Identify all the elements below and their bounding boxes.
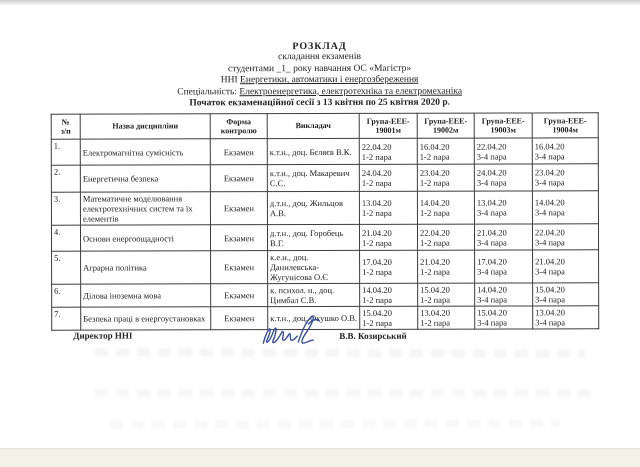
heading-line-students: студентами _1_ року навчання ОС «Магістр»: [227, 63, 412, 75]
schedule-table: [51, 112, 600, 330]
cell-num: 1.: [51, 139, 80, 165]
exam-date: 21.04.20: [535, 256, 565, 267]
cell-form: Екзамен: [210, 139, 267, 165]
table-row: [51, 191, 598, 225]
exam-date: 16.04.20: [419, 141, 450, 152]
exam-date: 22.04.20: [476, 141, 507, 152]
cell-discipline: Математичне моделювання електротехнічних систем та їх елементів: [80, 192, 210, 225]
cell-group-exam: [359, 138, 417, 164]
exam-date: 15.04.20: [420, 284, 450, 295]
cell-group-exam: [474, 164, 532, 191]
cell-group-exam: [474, 138, 532, 164]
cell-num: 3.: [51, 192, 80, 225]
exam-date: 23.04.20: [419, 167, 450, 178]
exam-date: 21.04.20: [476, 227, 507, 238]
exam-pair: 3-4 пара: [476, 207, 507, 218]
exam-date: 17.04.20: [477, 256, 507, 267]
cell-teacher: д.т.н., доц. Жильцов А.В.: [267, 191, 359, 224]
exam-pair: 1-2 пара: [361, 177, 392, 188]
director-name: В.В. Козирський: [339, 330, 407, 341]
cell-group-exam: [417, 138, 474, 164]
column-header: Група-ЕЕЕ- 19001м: [359, 113, 417, 138]
cell-group-exam: [474, 191, 532, 224]
exam-pair: 3-4 пара: [535, 294, 566, 305]
cell-form: Екзамен: [210, 225, 267, 251]
exam-date: 22.04.20: [419, 227, 450, 238]
cell-group-exam: [475, 283, 533, 306]
institute-prefix: ННІ: [220, 75, 241, 86]
exam-date: 22.04.20: [361, 141, 392, 152]
exam-date: 13.04.20: [476, 197, 507, 208]
cell-form: Екзамен: [210, 165, 267, 192]
table-row: [51, 138, 598, 165]
cell-group-exam: [532, 138, 598, 164]
exam-date: 22.04.20: [534, 226, 565, 237]
heading-line-session-dates: Початок екзаменаційної сесії з 13 квітня по 25 квітня 2020 р.: [189, 97, 451, 109]
cell-discipline: Аграрна політика: [81, 251, 211, 284]
cell-group-exam: [532, 224, 598, 250]
exam-pair: 3-4 пара: [476, 151, 507, 162]
specialty-prefix: Спеціальність:: [177, 86, 240, 97]
cell-group-exam: [532, 164, 598, 191]
exam-pair: 3-4 пара: [477, 237, 507, 248]
cell-group-exam: [359, 164, 417, 191]
heading-line-exams: складання екзаменів: [278, 52, 361, 63]
cell-teacher: к.т.н., доц. Бєляєв В.К.: [267, 138, 359, 164]
cell-form: Екзамен: [211, 307, 268, 330]
cell-group-exam: [475, 250, 533, 283]
cell-teacher: к.е.н., доц. Данилевська-Жугунісова О.Є: [268, 250, 360, 283]
exam-date: 13.04.20: [535, 307, 565, 318]
exam-date: 14.04.20: [362, 284, 392, 295]
exam-date: 14.04.20: [534, 197, 565, 208]
schedule-table-header: [51, 113, 598, 139]
cell-group-exam: [417, 191, 474, 224]
cell-form: Екзамен: [210, 192, 267, 225]
exam-date: 17.04.20: [362, 256, 392, 267]
cell-num: 6.: [52, 284, 81, 307]
cell-group-exam: [474, 224, 532, 250]
document-title: РОЗКЛАД: [292, 40, 347, 53]
cell-num: 2.: [51, 165, 80, 192]
cell-group-exam: [418, 306, 475, 329]
exam-pair: 1-2 пара: [420, 317, 451, 328]
exam-date: 24.04.20: [361, 167, 392, 178]
cell-discipline: Ділова іноземна мова: [81, 284, 211, 307]
cell-teacher: к.т.н., доц. Макаревич С.С.: [267, 164, 359, 191]
column-header: Викладач: [267, 113, 359, 138]
exam-pair: 1-2 пара: [420, 294, 451, 305]
cell-group-exam: [360, 250, 418, 283]
schedule-table-body: [51, 138, 598, 330]
exam-date: 24.04.20: [476, 167, 507, 178]
exam-date: 15.04.20: [477, 307, 507, 318]
exam-pair: 3-4 пара: [535, 317, 566, 328]
exam-pair: 3-4 пара: [477, 317, 508, 328]
exam-pair: 3-4 пара: [477, 266, 507, 277]
cell-group-exam: [532, 191, 598, 224]
exam-pair: 1-2 пара: [419, 207, 450, 218]
cell-teacher: к. психол. н., доц. Цимбал С.В.: [268, 283, 360, 306]
exam-pair: 1-2 пара: [419, 177, 450, 188]
exam-pair: 1-2 пара: [361, 207, 392, 218]
exam-pair: 1-2 пара: [362, 237, 392, 248]
table-row: [51, 224, 598, 251]
exam-date: 15.04.20: [535, 284, 565, 295]
table-row: [52, 306, 599, 330]
exam-pair: 3-4 пара: [534, 207, 565, 218]
cell-group-exam: [359, 191, 417, 224]
table-row: [52, 283, 599, 307]
cell-group-exam: [533, 283, 599, 306]
cell-teacher: к.т.н., доц. Окушко О.В.: [268, 306, 360, 329]
exam-pair: 1-2 пара: [362, 294, 393, 305]
cell-group-exam: [418, 250, 475, 283]
exam-date: 16.04.20: [534, 140, 565, 151]
exam-date: 23.04.20: [534, 167, 565, 178]
table-row: [52, 250, 599, 284]
cell-group-exam: [533, 306, 599, 329]
cell-discipline: Енергетична безпека: [80, 165, 210, 192]
exam-pair: 1-2 пара: [420, 237, 450, 248]
director-signature: [258, 314, 324, 352]
exam-date: 15.04.20: [362, 307, 392, 318]
exam-date: 14.04.20: [477, 284, 507, 295]
column-header: Група-ЕЕЕ- 19003м: [474, 113, 532, 138]
cell-group-exam: [360, 283, 418, 306]
exam-pair: 1-2 пара: [362, 266, 392, 277]
cell-group-exam: [360, 306, 418, 329]
cell-form: Екзамен: [211, 251, 268, 284]
cell-num: 4.: [51, 225, 80, 251]
column-header: № з/п: [51, 114, 80, 139]
exam-pair: 1-2 пара: [361, 151, 392, 162]
exam-pair: 1-2 пара: [420, 266, 450, 277]
cell-group-exam: [417, 224, 474, 250]
exam-date: 13.04.20: [420, 307, 450, 318]
cell-discipline: Безпека праці в енергоустановках: [81, 307, 211, 330]
cell-num: 7.: [52, 307, 81, 330]
exam-date: 21.04.20: [361, 227, 392, 238]
column-header: Форма контролю: [210, 114, 267, 139]
cell-discipline: Електромагнітна сумісність: [80, 139, 210, 165]
column-header: Група-ЕЕЕ- 19002м: [417, 113, 474, 138]
cell-num: 5.: [52, 251, 81, 284]
cell-group-exam: [417, 164, 474, 191]
exam-pair: 3-4 пара: [535, 266, 565, 277]
cell-form: Екзамен: [211, 284, 268, 307]
exam-pair: 1-2 пара: [362, 317, 393, 328]
column-header: Група-ЕЕЕ- 19004м: [532, 113, 598, 138]
table-row: [51, 164, 598, 192]
exam-pair: 3-4 пара: [477, 294, 508, 305]
cell-group-exam: [359, 224, 417, 250]
exam-date: 13.04.20: [361, 197, 392, 208]
cell-teacher: д.т.н., доц. Горобець В.Г.: [267, 224, 359, 250]
cell-group-exam: [418, 283, 475, 306]
exam-pair: 1-2 пара: [419, 151, 450, 162]
exam-date: 14.04.20: [419, 197, 450, 208]
exam-pair: 3-4 пара: [534, 150, 565, 161]
director-label: Директор ННІ: [73, 330, 133, 341]
specialty-name: Електроенергетика, електротехніка та електромеханіка: [239, 86, 463, 97]
cell-group-exam: [533, 250, 599, 283]
exam-pair: 3-4 пара: [476, 177, 507, 188]
cell-group-exam: [475, 306, 533, 329]
institute-name: Енергетики, автоматики і енергозбереження: [240, 74, 419, 86]
exam-pair: 3-4 пара: [534, 177, 565, 188]
cell-discipline: Основи енергоощадності: [80, 225, 210, 251]
exam-pair: 3-4 пара: [535, 236, 565, 247]
exam-date: 21.04.20: [420, 256, 450, 267]
column-header: Назва дисципліни: [80, 114, 210, 139]
document-heading: [0, 40, 640, 110]
